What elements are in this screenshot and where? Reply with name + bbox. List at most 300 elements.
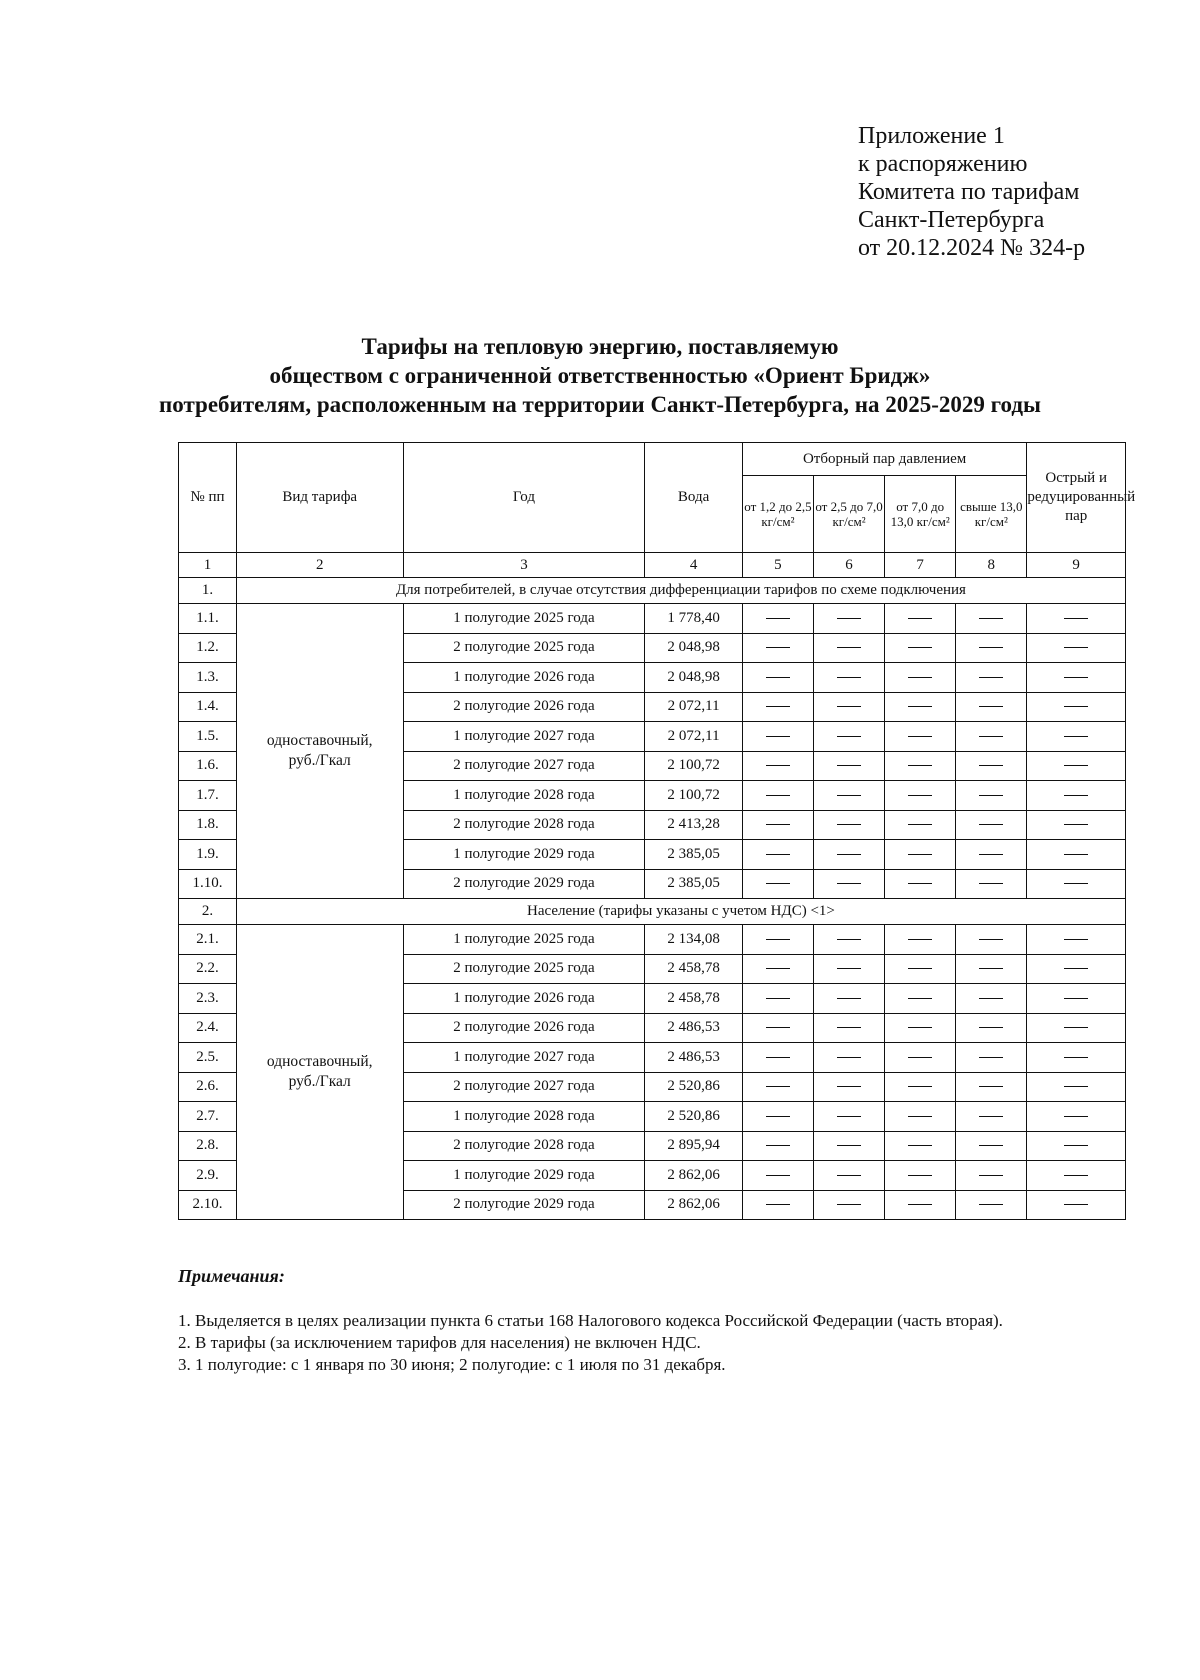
empty-value-cell [885,1190,956,1220]
empty-value-cell [813,781,884,811]
empty-value-cell [742,663,813,693]
empty-value-cell [742,751,813,781]
empty-value-cell [885,869,956,899]
row-number: 2.9. [179,1161,237,1191]
column-number: 6 [813,553,884,578]
period-cell: 2 полугодие 2026 года [403,1013,645,1043]
period-cell: 1 полугодие 2028 года [403,781,645,811]
empty-value-cell [742,722,813,752]
dash-mark [1064,883,1088,884]
period-cell: 1 полугодие 2026 года [403,663,645,693]
dash-mark [1064,765,1088,766]
header-kind: Вид тарифа [236,443,403,553]
empty-value-cell [742,810,813,840]
empty-value-cell [813,751,884,781]
section-row [179,578,1126,604]
empty-value-cell [813,1013,884,1043]
dash-mark [908,1116,932,1117]
water-tariff-cell: 2 520,86 [645,1102,743,1132]
header-pressure-1: от 1,2 до 2,5 кг/см² [742,476,813,553]
dash-mark [837,824,861,825]
row-number: 1.10. [179,869,237,899]
empty-value-cell [956,633,1027,663]
empty-value-cell [742,633,813,663]
empty-value-cell [956,663,1027,693]
dash-mark [837,1145,861,1146]
period-cell: 2 полугодие 2027 года [403,1072,645,1102]
period-cell: 1 полугодие 2025 года [403,925,645,955]
water-tariff-cell: 2 458,78 [645,954,743,984]
dash-mark [837,795,861,796]
empty-value-cell [956,781,1027,811]
column-number: 7 [885,553,956,578]
header-sharp-steam: Острый и редуцированный пар [1027,443,1126,553]
row-number: 1.5. [179,722,237,752]
empty-value-cell [956,692,1027,722]
water-tariff-cell: 2 100,72 [645,751,743,781]
empty-value-cell [956,984,1027,1014]
empty-value-cell [885,840,956,870]
empty-value-cell [813,840,884,870]
dash-mark [1064,939,1088,940]
empty-value-cell [956,1013,1027,1043]
empty-value-cell [1027,604,1126,634]
empty-value-cell [956,1102,1027,1132]
column-number: 4 [645,553,743,578]
empty-value-cell [885,633,956,663]
dash-mark [908,824,932,825]
empty-value-cell [742,1131,813,1161]
dash-mark [837,1116,861,1117]
dash-mark [979,1086,1003,1087]
empty-value-cell [1027,1043,1126,1073]
empty-value-cell [742,1013,813,1043]
appendix-line: Приложение 1 [858,123,1005,149]
dash-mark [979,1204,1003,1205]
header-steam-group: Отборный пар давлением [742,443,1026,476]
dash-mark [837,939,861,940]
dash-mark [908,736,932,737]
row-number: 1.9. [179,840,237,870]
section-number: 2. [179,899,237,925]
table-row [179,604,1126,634]
empty-value-cell [742,840,813,870]
empty-value-cell [956,954,1027,984]
dash-mark [766,998,790,999]
empty-value-cell [885,1013,956,1043]
water-tariff-cell: 1 778,40 [645,604,743,634]
empty-value-cell [1027,925,1126,955]
dash-mark [979,736,1003,737]
dash-mark [908,647,932,648]
empty-value-cell [885,1161,956,1191]
row-number: 2.4. [179,1013,237,1043]
period-cell: 1 полугодие 2027 года [403,722,645,752]
dash-mark [766,883,790,884]
empty-value-cell [813,869,884,899]
empty-value-cell [1027,840,1126,870]
dash-mark [1064,1057,1088,1058]
header-water: Вода [645,443,743,553]
dash-mark [979,854,1003,855]
dash-mark [766,939,790,940]
section-number: 1. [179,578,237,604]
dash-mark [1064,1175,1088,1176]
empty-value-cell [956,1131,1027,1161]
dash-mark [766,1204,790,1205]
water-tariff-cell: 2 072,11 [645,692,743,722]
column-number: 2 [236,553,403,578]
section-title: Для потребителей, в случае отсутствия дифференциации тарифов по схеме подключения [236,578,1125,604]
empty-value-cell [1027,751,1126,781]
note-item: 1. Выделяется в целях реализации пункта 6 статьи 168 Налогового кодекса Российской Федерации (часть вторая). [178,1311,1003,1330]
dash-mark [908,677,932,678]
empty-value-cell [813,1190,884,1220]
water-tariff-cell: 2 048,98 [645,633,743,663]
empty-value-cell [956,925,1027,955]
period-cell: 2 полугодие 2029 года [403,869,645,899]
empty-value-cell [956,1043,1027,1073]
empty-value-cell [742,869,813,899]
column-number: 8 [956,553,1027,578]
dash-mark [979,706,1003,707]
row-number: 2.7. [179,1102,237,1132]
empty-value-cell [956,722,1027,752]
dash-mark [979,968,1003,969]
dash-mark [908,618,932,619]
water-tariff-cell: 2 134,08 [645,925,743,955]
empty-value-cell [956,1190,1027,1220]
dash-mark [837,1057,861,1058]
tariff-table [178,442,1136,1220]
dash-mark [837,736,861,737]
column-number: 1 [179,553,237,578]
tariff-table-body [179,578,1126,1220]
dash-mark [1064,706,1088,707]
empty-value-cell [885,604,956,634]
appendix-line: Комитета по тарифам [858,179,1080,205]
dash-mark [908,939,932,940]
dash-mark [766,765,790,766]
document-title [150,332,1050,419]
dash-mark [766,618,790,619]
period-cell: 2 полугодие 2025 года [403,633,645,663]
dash-mark [766,647,790,648]
section-title: Население (тарифы указаны с учетом НДС) <1> [236,899,1125,925]
dash-mark [837,968,861,969]
dash-mark [1064,1027,1088,1028]
water-tariff-cell: 2 862,06 [645,1161,743,1191]
empty-value-cell [885,751,956,781]
water-tariff-cell: 2 458,78 [645,984,743,1014]
empty-value-cell [813,1131,884,1161]
period-cell: 2 полугодие 2026 года [403,692,645,722]
dash-mark [908,795,932,796]
header-pressure-2: от 2,5 до 7,0 кг/см² [813,476,884,553]
tariff-kind-line: одноставочный, [266,732,373,749]
dash-mark [979,824,1003,825]
water-tariff-cell: 2 413,28 [645,810,743,840]
empty-value-cell [742,604,813,634]
tariff-kind-cell [236,604,403,899]
water-tariff-cell: 2 385,05 [645,840,743,870]
dash-mark [766,1027,790,1028]
water-tariff-cell: 2 385,05 [645,869,743,899]
dash-mark [1064,677,1088,678]
dash-mark [1064,1116,1088,1117]
empty-value-cell [1027,692,1126,722]
title-line: потребителям, расположенным на территории Санкт-Петербурга, на 2025-2029 годы [159,392,1041,417]
empty-value-cell [742,1161,813,1191]
dash-mark [979,883,1003,884]
dash-mark [837,1027,861,1028]
notes-block [178,1310,1126,1376]
period-cell: 1 полугодие 2027 года [403,1043,645,1073]
period-cell: 1 полугодие 2029 года [403,840,645,870]
water-tariff-cell: 2 895,94 [645,1131,743,1161]
empty-value-cell [1027,1161,1126,1191]
period-cell: 2 полугодие 2028 года [403,1131,645,1161]
dash-mark [1064,1086,1088,1087]
row-number: 2.1. [179,925,237,955]
dash-mark [837,1086,861,1087]
dash-mark [837,765,861,766]
row-number: 1.7. [179,781,237,811]
dash-mark [766,824,790,825]
empty-value-cell [885,1102,956,1132]
dash-mark [979,1145,1003,1146]
empty-value-cell [885,1043,956,1073]
empty-value-cell [885,1072,956,1102]
period-cell: 1 полугодие 2028 года [403,1102,645,1132]
empty-value-cell [956,751,1027,781]
empty-value-cell [813,954,884,984]
empty-value-cell [742,1043,813,1073]
row-number: 2.8. [179,1131,237,1161]
dash-mark [908,1175,932,1176]
header-num: № пп [179,443,237,553]
empty-value-cell [885,692,956,722]
dash-mark [837,677,861,678]
empty-value-cell [813,692,884,722]
empty-value-cell [813,722,884,752]
row-number: 2.5. [179,1043,237,1073]
dash-mark [908,998,932,999]
row-number: 2.10. [179,1190,237,1220]
empty-value-cell [813,810,884,840]
empty-value-cell [885,925,956,955]
empty-value-cell [956,810,1027,840]
empty-value-cell [1027,722,1126,752]
title-line: Тарифы на тепловую энергию, поставляемую [361,334,839,359]
empty-value-cell [1027,1190,1126,1220]
dash-mark [979,939,1003,940]
dash-mark [979,1027,1003,1028]
empty-value-cell [742,925,813,955]
row-number: 1.6. [179,751,237,781]
dash-mark [766,795,790,796]
empty-value-cell [885,1131,956,1161]
column-number: 9 [1027,553,1126,578]
header-pressure-3: от 7,0 до 13,0 кг/см² [885,476,956,553]
empty-value-cell [1027,984,1126,1014]
empty-value-cell [742,954,813,984]
empty-value-cell [1027,810,1126,840]
dash-mark [1064,824,1088,825]
dash-mark [979,1175,1003,1176]
empty-value-cell [885,984,956,1014]
dash-mark [1064,998,1088,999]
dash-mark [908,854,932,855]
empty-value-cell [742,1102,813,1132]
empty-value-cell [813,925,884,955]
empty-value-cell [956,840,1027,870]
row-number: 1.4. [179,692,237,722]
water-tariff-cell: 2 100,72 [645,781,743,811]
dash-mark [908,1145,932,1146]
empty-value-cell [813,1102,884,1132]
dash-mark [837,1204,861,1205]
dash-mark [908,1086,932,1087]
empty-value-cell [1027,781,1126,811]
empty-value-cell [885,781,956,811]
table-row [179,925,1126,955]
notes-title: Примечания: [178,1266,285,1286]
empty-value-cell [742,984,813,1014]
empty-value-cell [1027,1131,1126,1161]
dash-mark [908,968,932,969]
row-number: 2.6. [179,1072,237,1102]
empty-value-cell [742,781,813,811]
dash-mark [1064,795,1088,796]
empty-value-cell [956,1072,1027,1102]
dash-mark [979,795,1003,796]
dash-mark [766,736,790,737]
dash-mark [1064,1145,1088,1146]
period-cell: 1 полугодие 2026 года [403,984,645,1014]
empty-value-cell [1027,869,1126,899]
empty-value-cell [742,1072,813,1102]
empty-value-cell [742,1190,813,1220]
period-cell: 2 полугодие 2025 года [403,954,645,984]
empty-value-cell [956,1161,1027,1191]
dash-mark [766,677,790,678]
row-number: 1.1. [179,604,237,634]
water-tariff-cell: 2 048,98 [645,663,743,693]
row-number: 1.2. [179,633,237,663]
row-number: 1.8. [179,810,237,840]
dash-mark [837,647,861,648]
empty-value-cell [813,663,884,693]
empty-value-cell [956,604,1027,634]
tariff-kind-unit: руб./Гкал [288,1073,351,1090]
dash-mark [1064,854,1088,855]
empty-value-cell [885,954,956,984]
empty-value-cell [813,1161,884,1191]
period-cell: 2 полугодие 2028 года [403,810,645,840]
appendix-block [858,122,1085,262]
dash-mark [1064,647,1088,648]
empty-value-cell [813,984,884,1014]
empty-value-cell [813,1072,884,1102]
dash-mark [979,1057,1003,1058]
empty-value-cell [1027,954,1126,984]
dash-mark [908,706,932,707]
dash-mark [837,854,861,855]
dash-mark [766,1057,790,1058]
empty-value-cell [813,633,884,663]
dash-mark [979,677,1003,678]
appendix-line: к распоряжению [858,151,1028,177]
note-item: 2. В тарифы (за исключением тарифов для населения) не включен НДС. [178,1333,701,1352]
note-item: 3. 1 полугодие: с 1 января по 30 июня; 2 полугодие: с 1 июля по 31 декабря. [178,1355,726,1374]
appendix-line: Санкт-Петербурга [858,207,1045,233]
empty-value-cell [813,604,884,634]
period-cell: 2 полугодие 2027 года [403,751,645,781]
period-cell: 2 полугодие 2029 года [403,1190,645,1220]
empty-value-cell [885,663,956,693]
empty-value-cell [1027,663,1126,693]
dash-mark [979,1116,1003,1117]
appendix-line: от 20.12.2024 № 324-р [858,235,1086,261]
dash-mark [766,968,790,969]
column-number-row [179,553,1126,578]
dash-mark [837,998,861,999]
row-number: 1.3. [179,663,237,693]
dash-mark [766,1116,790,1117]
dash-mark [837,618,861,619]
dash-mark [837,1175,861,1176]
tariff-kind-line: одноставочный, [266,1053,373,1070]
empty-value-cell [742,692,813,722]
dash-mark [837,706,861,707]
row-number: 2.3. [179,984,237,1014]
dash-mark [979,618,1003,619]
dash-mark [766,854,790,855]
column-number: 5 [742,553,813,578]
dash-mark [908,765,932,766]
dash-mark [766,706,790,707]
dash-mark [766,1086,790,1087]
dash-mark [1064,618,1088,619]
empty-value-cell [1027,1013,1126,1043]
dash-mark [766,1145,790,1146]
dash-mark [979,765,1003,766]
empty-value-cell [813,1043,884,1073]
title-line: обществом с ограниченной ответственностью «Ориент Бридж» [269,363,931,388]
row-number: 2.2. [179,954,237,984]
dash-mark [908,883,932,884]
section-row [179,899,1126,925]
empty-value-cell [885,810,956,840]
dash-mark [979,998,1003,999]
tariff-kind-cell [236,925,403,1220]
column-number: 3 [403,553,645,578]
dash-mark [908,1027,932,1028]
dash-mark [837,883,861,884]
water-tariff-cell: 2 486,53 [645,1043,743,1073]
water-tariff-cell: 2 862,06 [645,1190,743,1220]
dash-mark [766,1175,790,1176]
empty-value-cell [1027,1102,1126,1132]
empty-value-cell [1027,633,1126,663]
water-tariff-cell: 2 520,86 [645,1072,743,1102]
dash-mark [1064,968,1088,969]
dash-mark [1064,736,1088,737]
dash-mark [979,647,1003,648]
period-cell: 1 полугодие 2025 года [403,604,645,634]
dash-mark [1064,1204,1088,1205]
